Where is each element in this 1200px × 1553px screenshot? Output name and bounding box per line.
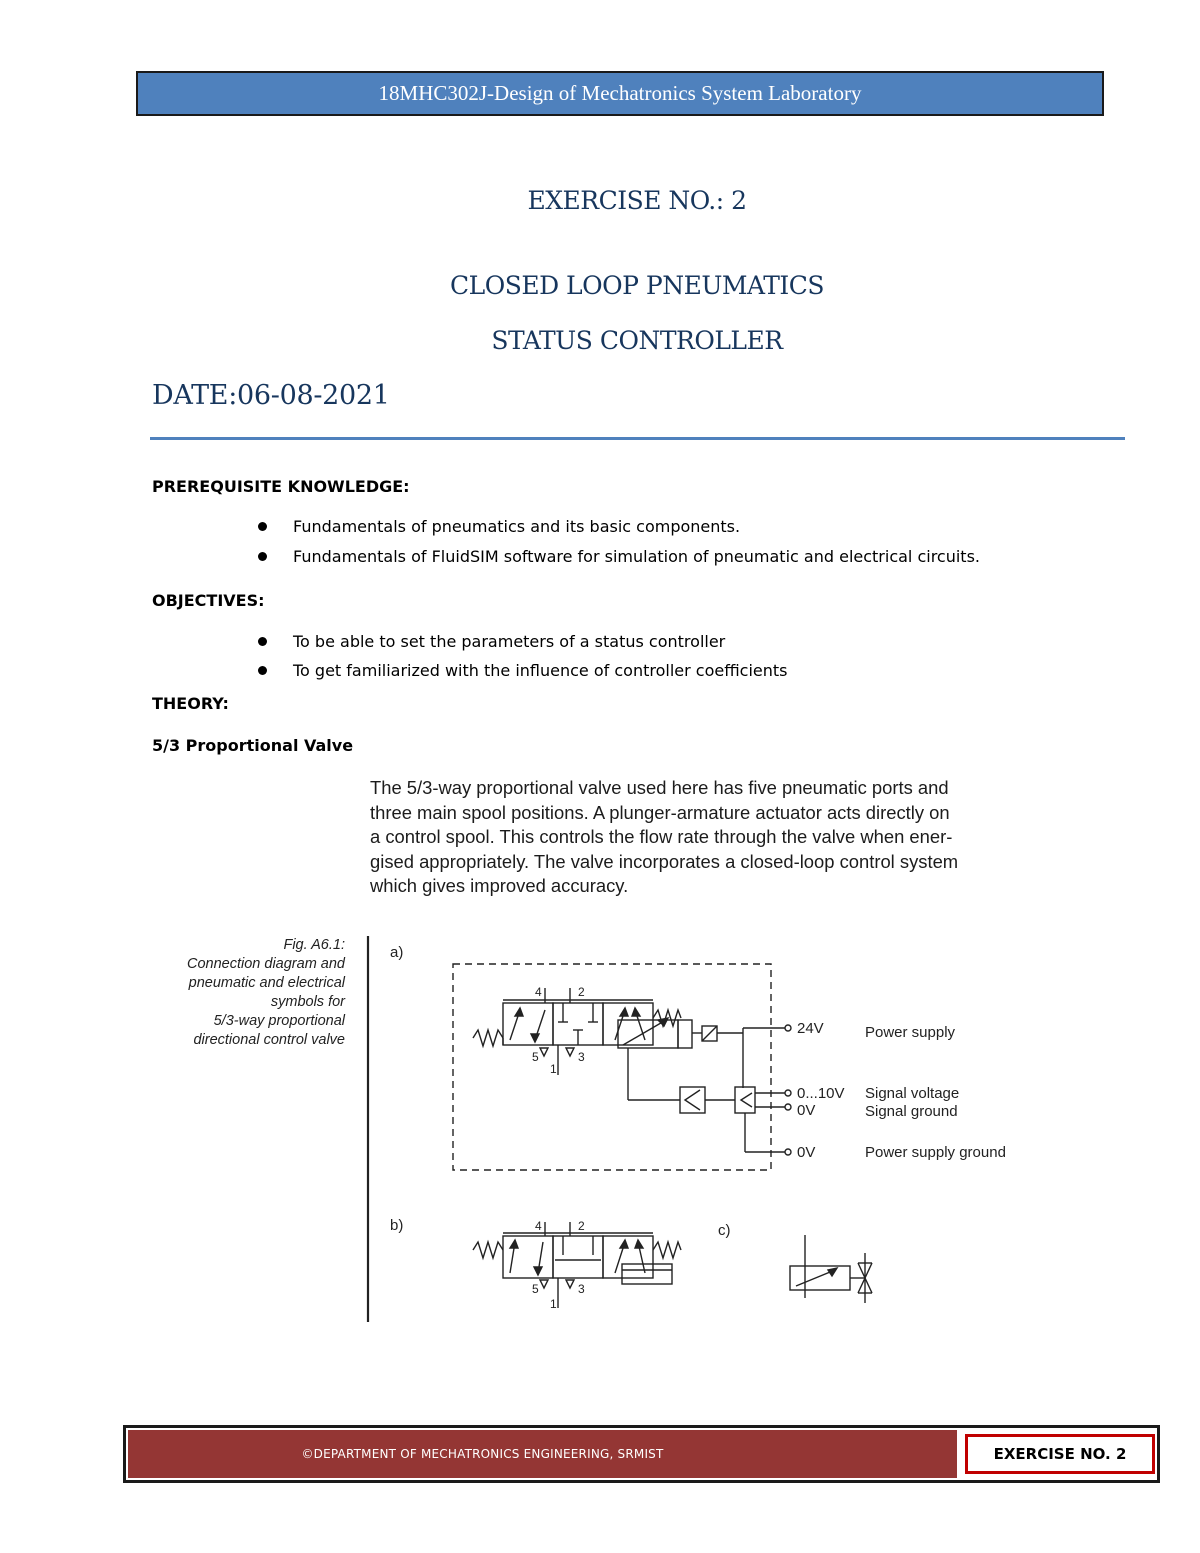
- port-label-5: 5: [532, 1050, 539, 1064]
- terminal-wiring: [743, 1025, 791, 1155]
- exercise-date: DATE:06-08-2021: [152, 380, 390, 411]
- panel-label-a: a): [390, 944, 404, 961]
- port-label-3: 3: [578, 1282, 585, 1296]
- valve-symbol-b: [473, 1222, 681, 1308]
- title-divider: [150, 437, 1125, 440]
- prerequisite-item-text: Fundamentals of pneumatics and its basic components.: [293, 517, 741, 536]
- panel-label-c: c): [718, 1222, 731, 1239]
- port-label-4: 4: [535, 985, 542, 999]
- course-header-banner: [136, 71, 1104, 116]
- port-label-4: 4: [535, 1219, 542, 1233]
- position-sensor-block: [692, 1026, 743, 1088]
- terminal-voltage: 0V: [797, 1144, 816, 1161]
- theory-paragraph: [370, 776, 1030, 899]
- bullet-icon: [258, 522, 267, 531]
- figure-caption-line: symbols for: [270, 994, 345, 1010]
- objectives-heading: OBJECTIVES:: [152, 591, 265, 610]
- bullet-icon: [258, 666, 267, 675]
- objective-item-text: To get familiarized with the influence of controller coefficients: [293, 661, 788, 680]
- title-line-2: STATUS CONTROLLER: [491, 326, 783, 355]
- theory-paragraph-line: a control spool. This controls the flow rate through the valve when ener-: [370, 826, 953, 847]
- footer-exercise-box: [965, 1434, 1155, 1474]
- objective-item: [258, 661, 788, 680]
- theory-paragraph-line: three main spool positions. A plunger-armature actuator acts directly on: [370, 801, 950, 823]
- terminal-label: Power supply: [865, 1024, 956, 1041]
- panel-label-b: b): [390, 1217, 404, 1234]
- prerequisite-heading: PREREQUISITE KNOWLEDGE:: [152, 477, 410, 496]
- course-title: 18MHC302J-Design of Mechatronics System Laboratory: [378, 81, 862, 105]
- theory-subheading: 5/3 Proportional Valve: [152, 736, 354, 755]
- terminal-label: Signal voltage: [865, 1085, 960, 1102]
- figure-caption-line: pneumatic and electrical: [188, 975, 345, 991]
- prerequisite-item-text: Fundamentals of FluidSIM software for simulation of pneumatic and electrical circuits.: [293, 547, 980, 566]
- figure-caption-line: Fig. A6.1:: [283, 937, 345, 953]
- figure-caption-line: Connection diagram and: [187, 956, 345, 972]
- objective-item: [258, 632, 725, 651]
- valve-enclosure: [453, 964, 771, 1170]
- terminal-voltage: 0V: [797, 1102, 816, 1119]
- port-label-5: 5: [532, 1282, 539, 1296]
- port-label-2: 2: [578, 1219, 585, 1233]
- port-label-3: 3: [578, 1050, 585, 1064]
- actuator-symbol-c: [790, 1235, 872, 1303]
- theory-paragraph-line: gised appropriately. The valve incorporates a closed-loop control system: [370, 850, 959, 872]
- title-line-1: CLOSED LOOP PNEUMATICS: [449, 271, 825, 300]
- port-label-1: 1: [550, 1062, 557, 1076]
- terminal-label: Power supply ground: [865, 1144, 1006, 1161]
- figure-caption-line: directional control valve: [193, 1032, 345, 1048]
- bullet-icon: [258, 637, 267, 646]
- prerequisite-item: [258, 517, 740, 536]
- prerequisite-item: [258, 547, 980, 566]
- theory-heading: THEORY:: [152, 694, 229, 713]
- terminal-voltage: 0...10V: [797, 1085, 845, 1102]
- terminal-label: Signal ground: [865, 1103, 958, 1120]
- figure-caption: [150, 936, 345, 1050]
- footer-department-band: [128, 1430, 957, 1478]
- controller-block: [628, 1048, 755, 1113]
- footer-exercise-tag: EXERCISE NO. 2: [993, 1445, 1127, 1463]
- theory-paragraph-line: The 5/3-way proportional valve used here has five pneumatic ports and: [370, 777, 949, 798]
- port-label-1: 1: [550, 1297, 557, 1311]
- port-label-2: 2: [578, 985, 585, 999]
- exercise-number: EXERCISE NO.: 2: [527, 186, 747, 215]
- terminal-voltage: 24V: [797, 1020, 824, 1037]
- footer-department: ©DEPARTMENT OF MECHATRONICS ENGINEERING, SRMIST: [301, 1447, 664, 1461]
- valve-connection-diagram: [360, 930, 1040, 1330]
- objective-item-text: To be able to set the parameters of a status controller: [293, 632, 726, 651]
- theory-paragraph-line: which gives improved accuracy.: [370, 875, 629, 896]
- bullet-icon: [258, 552, 267, 561]
- figure-caption-line: 5/3-way proportional: [213, 1013, 345, 1029]
